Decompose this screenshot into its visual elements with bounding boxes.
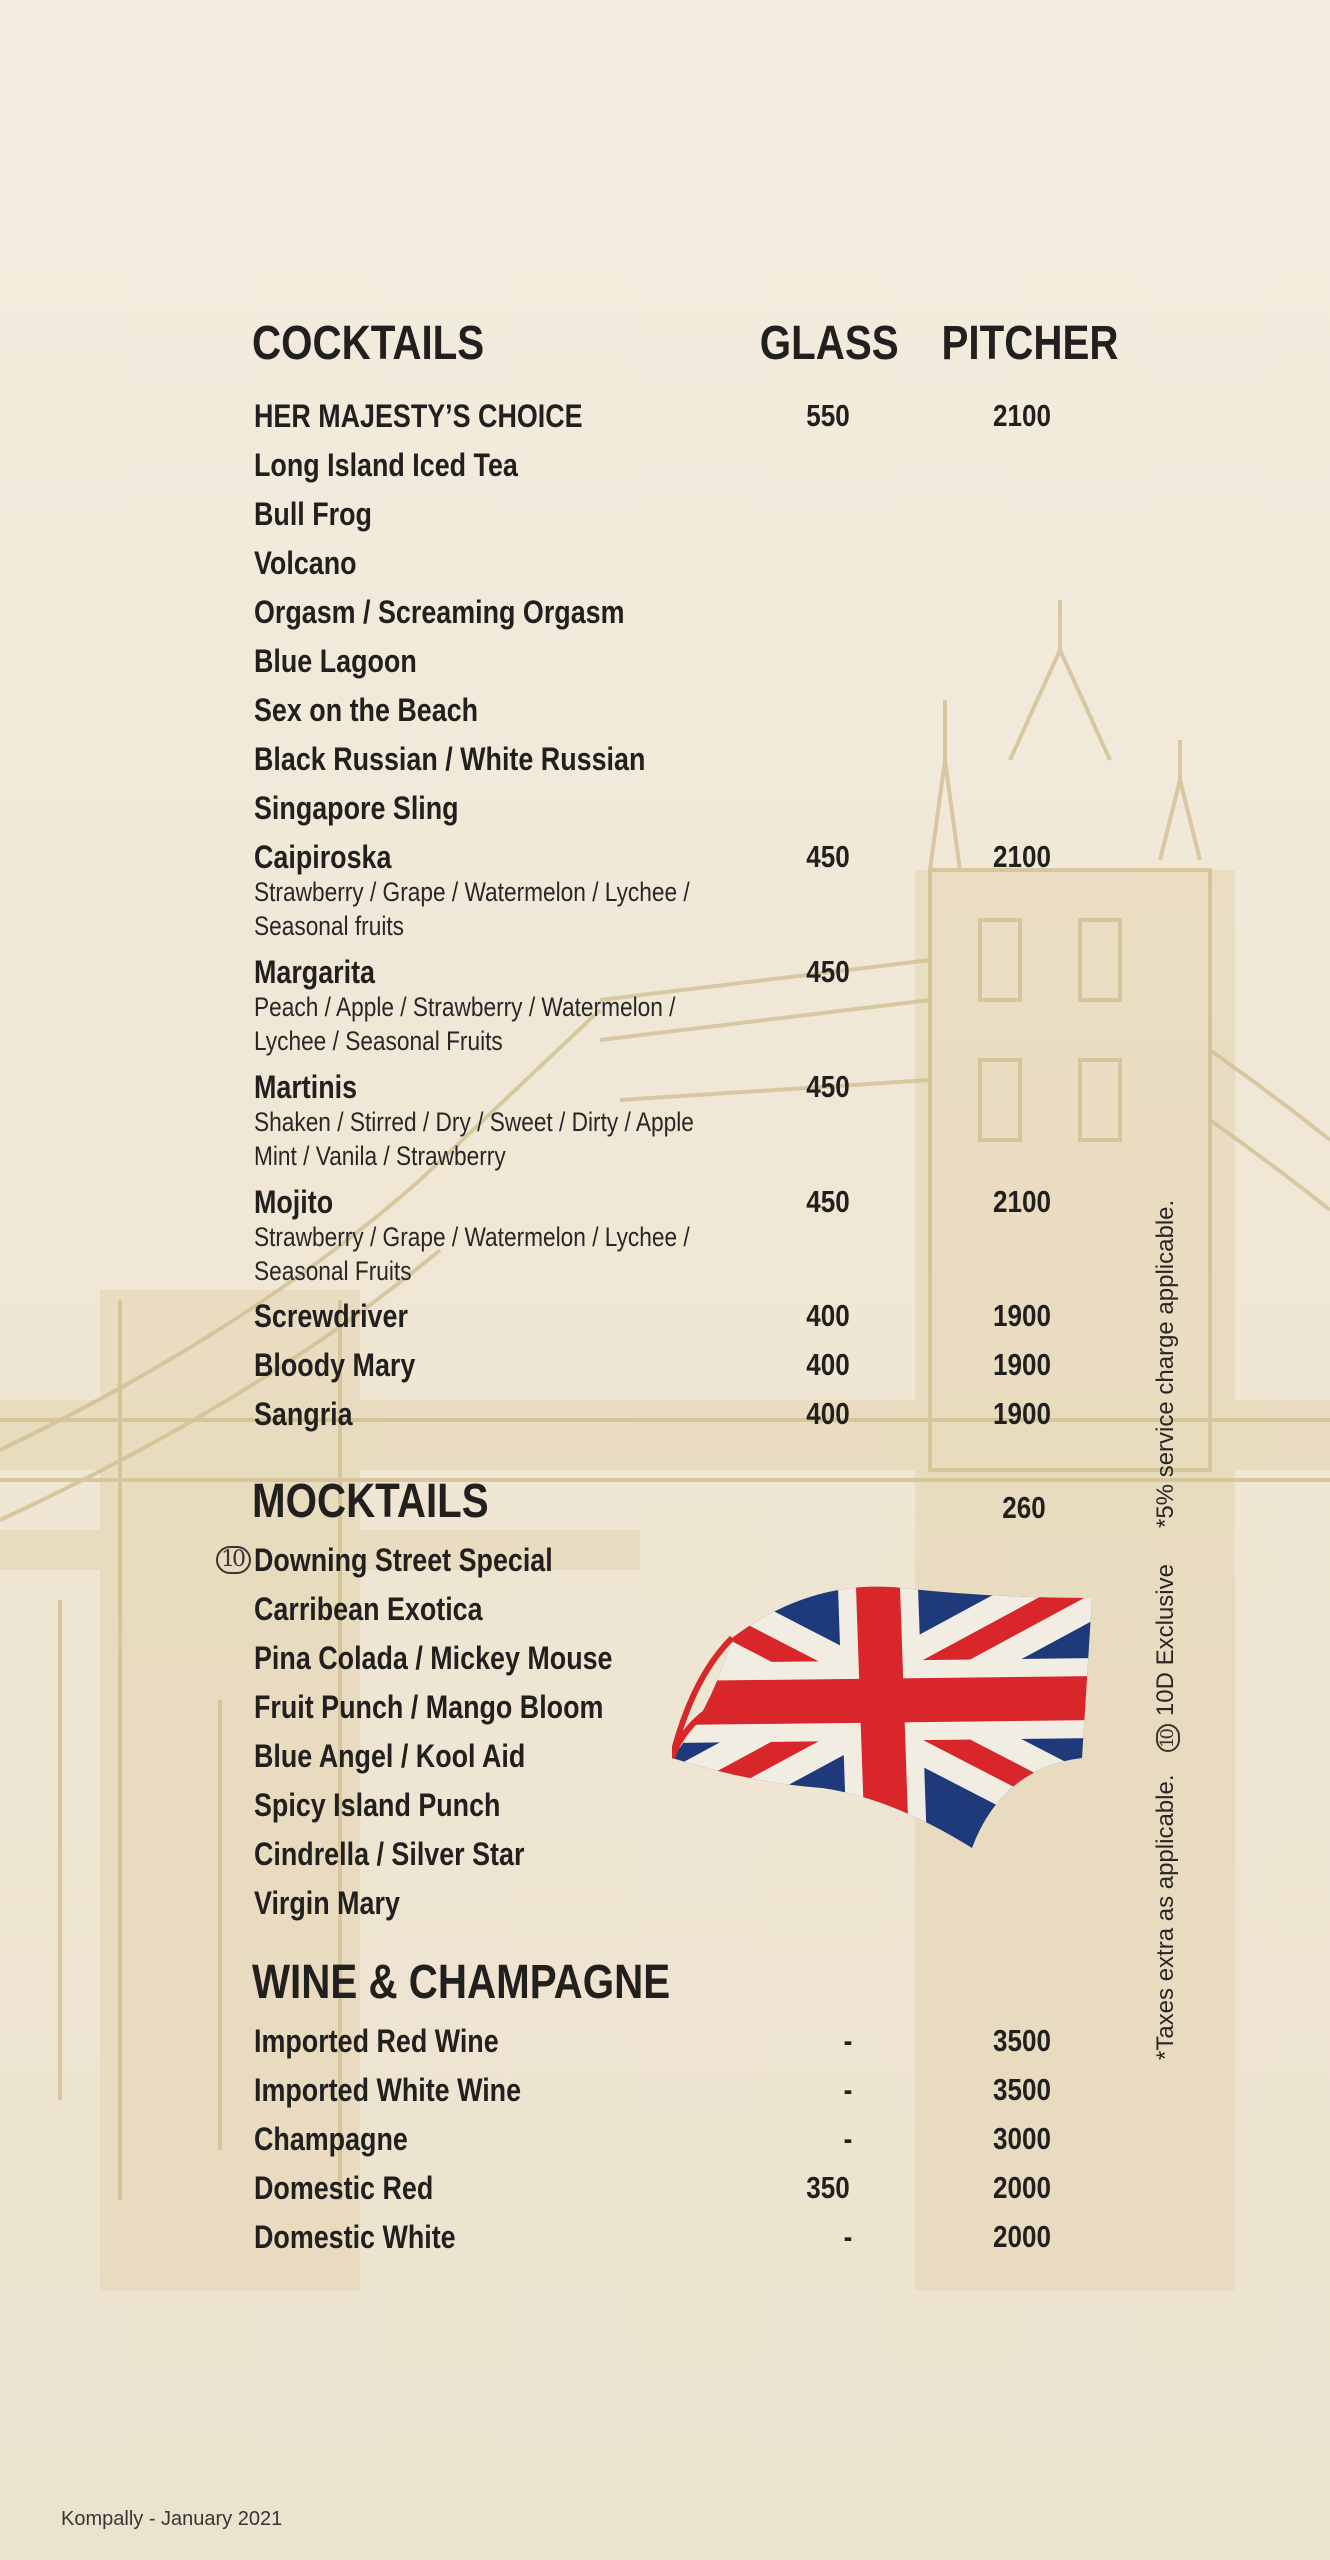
item-name: Volcano <box>254 545 357 581</box>
glass-price: - <box>843 2023 853 2058</box>
item-name: Caipiroska <box>254 839 392 875</box>
item-name: Sangria <box>254 1396 353 1432</box>
item-description: Lychee / Seasonal Fruits <box>254 1026 503 1056</box>
item-description: Strawberry / Grape / Watermelon / Lychee / <box>254 1222 690 1252</box>
pitcher-price: 3500 <box>993 2072 1051 2107</box>
item-name: Bloody Mary <box>254 1347 416 1383</box>
glass-price: 450 <box>806 954 850 989</box>
glass-price: 400 <box>806 1396 850 1431</box>
item-name: Black Russian / White Russian <box>254 741 646 777</box>
item-name: Margarita <box>254 954 375 990</box>
glass-price: 450 <box>806 1069 850 1104</box>
item-name: Carribean Exotica <box>254 1591 483 1627</box>
item-name: Blue Lagoon <box>254 643 417 679</box>
pitcher-price: 3500 <box>993 2023 1051 2058</box>
item-name: Spicy Island Punch <box>254 1787 501 1823</box>
cocktails-heading: COCKTAILS <box>252 317 485 370</box>
glass-price: 400 <box>806 1298 850 1333</box>
item-description: Seasonal Fruits <box>254 1256 412 1286</box>
item-name: Singapore Sling <box>254 790 459 826</box>
item-name: Champagne <box>254 2121 408 2157</box>
item-name: Screwdriver <box>254 1298 408 1334</box>
pitcher-price: 2000 <box>993 2170 1051 2205</box>
item-name: Pina Colada / Mickey Mouse <box>254 1640 613 1676</box>
pitcher-price: 2000 <box>993 2219 1051 2254</box>
service-charge-note: *5% service charge applicable. <box>1152 1199 1179 1528</box>
item-name: Imported White Wine <box>254 2072 522 2108</box>
footer-location-date: Kompally - January 2021 <box>61 2508 283 2530</box>
item-name: Cindrella / Silver Star <box>254 1836 525 1872</box>
item-name: Domestic White <box>254 2219 456 2255</box>
item-name: Mojito <box>254 1184 334 1220</box>
pitcher-price: 2100 <box>993 839 1051 874</box>
glass-price: - <box>843 2219 853 2254</box>
taxes-note: *Taxes extra as applicable. <box>1152 1774 1179 2060</box>
item-name: Blue Angel / Kool Aid <box>254 1738 526 1774</box>
item-name: Virgin Mary <box>254 1885 400 1921</box>
item-name: Fruit Punch / Mango Bloom <box>254 1689 604 1725</box>
glass-price: - <box>843 2121 853 2156</box>
item-name: Imported Red Wine <box>254 2023 499 2059</box>
pitcher-price: 1900 <box>993 1347 1051 1382</box>
glass-price: 350 <box>806 2170 850 2205</box>
item-name: Downing Street Special <box>254 1542 553 1578</box>
item-name: HER MAJESTY’S CHOICE <box>254 398 583 434</box>
mocktails-price: 260 <box>1002 1490 1046 1525</box>
item-name: Bull Frog <box>254 496 372 532</box>
exclusive-note <box>1152 1564 1180 1752</box>
item-description: Strawberry / Grape / Watermelon / Lychee / <box>254 877 690 907</box>
item-name: Orgasm / Screaming Orgasm <box>254 594 625 630</box>
glass-price: 400 <box>806 1347 850 1382</box>
10d-exclusive-icon: 10 <box>1156 1724 1180 1752</box>
exclusive-note-text: 10D Exclusive <box>1152 1564 1179 1717</box>
item-description: Mint / Vanila / Strawberry <box>254 1141 506 1171</box>
glass-column-heading: GLASS <box>759 317 899 370</box>
wine-heading: WINE & CHAMPAGNE <box>252 1956 671 2009</box>
item-description: Seasonal fruits <box>254 911 405 941</box>
glass-price: 450 <box>806 839 850 874</box>
pitcher-price: 1900 <box>993 1298 1051 1333</box>
pitcher-price: 2100 <box>993 1184 1051 1219</box>
mocktails-heading: MOCKTAILS <box>252 1475 489 1528</box>
glass-price: 550 <box>806 398 850 433</box>
item-description: Peach / Apple / Strawberry / Watermelon / <box>254 992 676 1022</box>
item-name: Domestic Red <box>254 2170 434 2206</box>
glass-price: 450 <box>806 1184 850 1219</box>
pitcher-column-heading: PITCHER <box>941 317 1119 370</box>
glass-price: - <box>843 2072 853 2107</box>
item-name: Sex on the Beach <box>254 692 479 728</box>
pitcher-price: 1900 <box>993 1396 1051 1431</box>
item-description: Shaken / Stirred / Dry / Sweet / Dirty / Apple <box>254 1107 694 1137</box>
pitcher-price: 2100 <box>993 398 1051 433</box>
item-name: Long Island Iced Tea <box>254 447 518 483</box>
item-name: Martinis <box>254 1069 358 1105</box>
pitcher-price: 3000 <box>993 2121 1051 2156</box>
10d-exclusive-icon: 10 <box>216 1546 251 1574</box>
union-jack-flag-icon <box>672 1558 1098 1848</box>
